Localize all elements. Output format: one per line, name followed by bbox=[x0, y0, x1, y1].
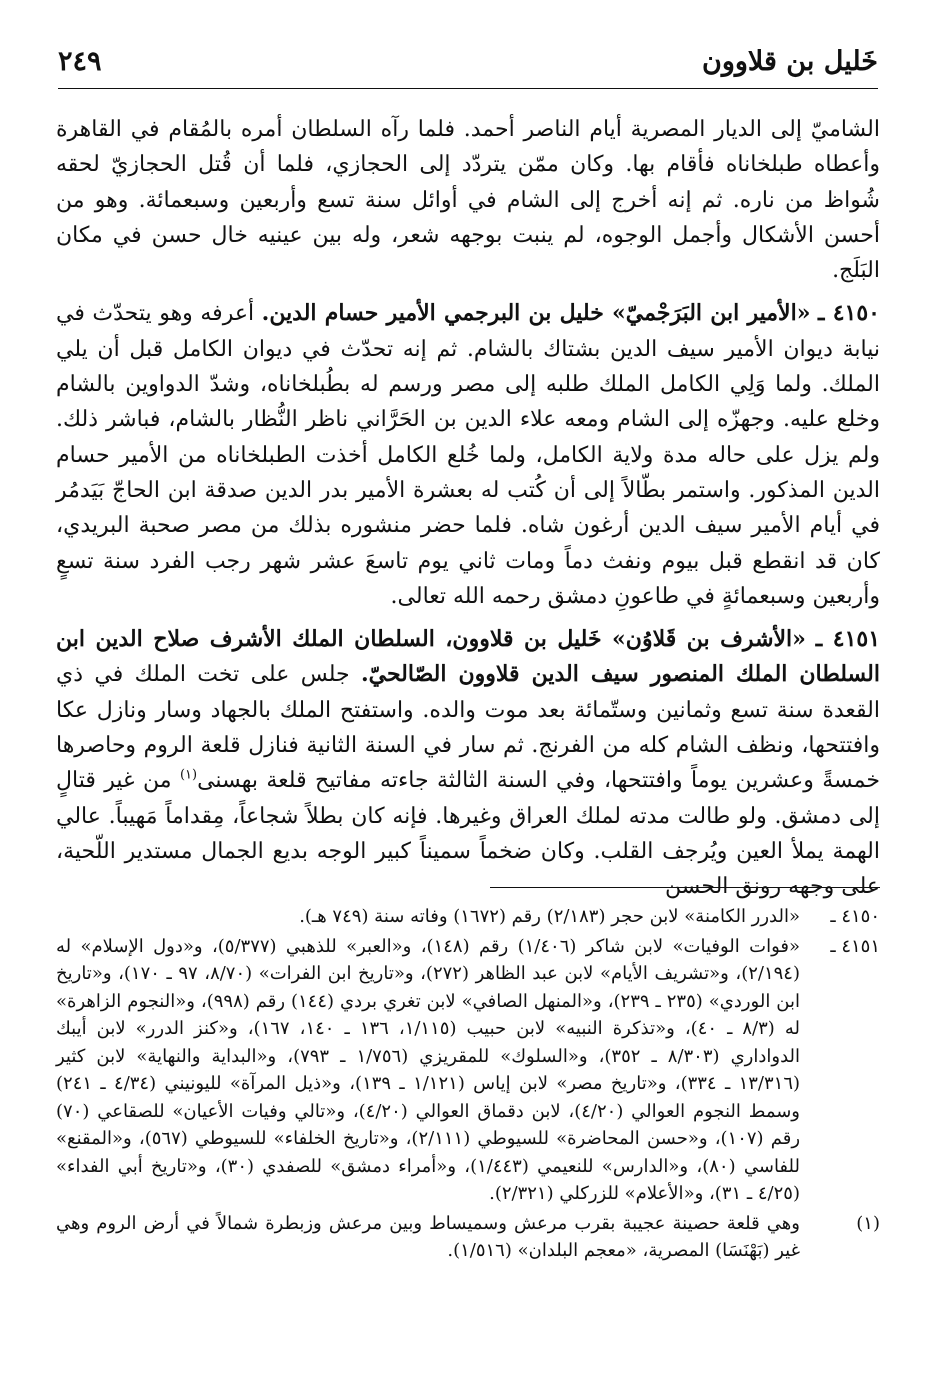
footnote-1 bbox=[56, 1210, 880, 1265]
entry-4150-text: أعرفه وهو يتحدّث في نيابة ديوان الأمير سيف الدين بشتاك بالشام. ثم إنه تحدّث في ديوان الكامل قبل أن يلي الملك. ولما وَلِي الكامل الملك طلبه إلى مصر ورسم له بطُبلخاناه، وشدّ الدواوين بالشام وخلع عليه. وجهزّه إلى الشام ومعه علاء الدين بن الحَرَّاني ناظر النُّظار بالشام، فباشر ذلك. ولم يزل على حاله مدة ولاية الكامل، ولما خُلع الكامل أخذت الطبلخاناه من الأمير حسام الدين المذكور. واستمر بطّالاً إلى أن كُتب له بعشرة الأمير بدر الدين صدقة ابن الحاجّ بَيَدمُر في أيام الأمير سيف الدين أرغون شاه. فلما حضر منشوره بذلك من مصر صحبة البريدي، كان قد انقطع قبل بيوم ونفث دماً ومات ثاني يوم تاسعَ عشر شهر رجب الفرد سنة تسعٍ وأربعين وسبعمائةٍ في طاعونِ دمشق رحمه الله تعالى. bbox=[56, 301, 880, 609]
running-head bbox=[58, 40, 878, 89]
entry-4151-heading: «الأشرف بن قَلاوُن» خَليل بن قلاوون، السلطان الملك الأشرف صلاح الدين ابن السلطان الملك المنصور سيف الدين قلاوون الصّالحيّ. bbox=[56, 626, 880, 688]
footnote-4151 bbox=[56, 933, 880, 1208]
footnote-reference[interactable]: (١) bbox=[179, 768, 198, 784]
entry-4151 bbox=[56, 622, 880, 904]
entry-4150-heading: «الأمير ابن البَرَجْميّ» خليل بن البرجمي الأمير حسام الدين. bbox=[261, 300, 811, 327]
footnote-text: «الدرر الكامنة» لابن حجر (٢/١٨٣) رقم (١٦٧٢) وفاته سنة (٧٤٩ هـ). bbox=[299, 906, 800, 927]
footnote-label: ٤١٥٠ ـ bbox=[830, 906, 880, 927]
footnote-4150 bbox=[56, 903, 880, 931]
footnote-label: ٤١٥١ ـ bbox=[830, 935, 880, 957]
entry-4150 bbox=[56, 296, 880, 614]
footnote-text: وهي قلعة حصينة عجيبة بقرب مرعش وسميساط وبين مرعش وزبطرة شمالاً في أرض الروم وهي غير (بَهْنَسَا) المصرية، «معجم البلدان» (١/٥١٦). bbox=[56, 1212, 800, 1261]
page-number: ٢٤٩ bbox=[58, 46, 102, 77]
entry-4151-number: ٤١٥١ ـ bbox=[815, 626, 881, 653]
entry-4151-text-part1: جلس على تخت الملك في ذي القعدة سنة تسع وثمانين وستّمائة بعد موت والده. واستفتح الملك بالجهاد وسار ونازل عكا وافتتحها، ونظف الشام كله من الفرنج. ثم سار في السنة الثانية فنازل قلعة الروم وحاصرها خمسةً وعشرين يوماً وافتتحها، وفي السنة الثالثة جاءته مفاتيح قلعة بهسنى bbox=[56, 662, 880, 794]
main-text bbox=[56, 112, 880, 905]
footnote-text: «فوات الوفيات» لابن شاكر (١/٤٠٦) رقم (١٤٨)، و«العبر» للذهبي (٥/٣٧٧)، و«دول الإسلام» له (٢/١٩٤)، و«تشريف الأيام» لابن عبد الظاهر (٢٧٢)، و«تاريخ ابن الفرات» (٨/٧٠، ٩٧ ـ ١٧٠)، و«تاريخ ابن الوردي» (٢٣٥ ـ ٢٣٩)، و«المنهل الصافي» لابن تغري بردي (١٤٤) رقم (٩٩٨)، و«النجوم الزاهرة» له (٨/٣ ـ ٤٠)، و«تذكرة النبيه» لابن حبيب (١/١١٥، ١٣٦ ـ ١٤٠، ١٦٧)، و«كنز الدرر» لابن أيبك الدواداري (٨/٣٠٣ ـ ٣٥٢)، و«السلوك» للمقريزي (١/٧٥٦ ـ ٧٩٣)، و«البداية والنهاية» لابن كثير (١٣/٣١٦ ـ ٣٣٤)، و«تاريخ مصر» لابن إياس (١/١٢١ ـ ١٣٩)، و«ذيل المرآة» لليونيني (٤/٣٤ ـ ٢٤١) وسمط النجوم العوالي (٤/٢٠)، لابن دقماق العوالي (٤/٢٠)، و«تالي وفيات الأعيان» للصقاعي (٧٠) رقم (١٠٧)، و«حسن المحاضرة» للسيوطي (٢/١١١)، و«تاريخ الخلفاء» للسيوطي (٥٦٧)، و«المقنع» للفاسي (٨٠)، و«الدارس» للنعيمي (١/٤٤٣)، و«أمراء دمشق» للصفدي (٣٠)، و«تاريخ أبي الفداء» (٤/٢٥ ـ ٣١)، و«الأعلام» للزركلي (٢/٣٢١). bbox=[56, 935, 801, 1204]
entry-4151-text-part2: من غير قتالٍ إلى دمشق. ولو طالت مدته لملك العراق وغيرها. فإنه كان بطلاً شجاعاً، مِقداماً مَهيباً. عالي الهمة يملأ العين ويُرجف القلب. وكان ضخماً سميناً كبير الوجه بديع الجمال مستدير اللّحية، على وجهه رونق الحسن bbox=[56, 768, 880, 900]
running-title: خَليل بن قلاوون bbox=[701, 46, 878, 77]
paragraph-continuation: الشاميّ إلى الديار المصرية أيام الناصر أحمد. فلما رآه السلطان أمره بالمُقام في القاهرة وأعطاه طبلخاناه فأقام بها. وكان ممّن يتردّد إلى الحجازي، فلما أن قُتل الحجازيّ لحقه شُواظ من ناره. ثم إنه أخرج إلى الشام في أوائل سنة تسع وأربعين وسبعمائة. وهو من أحسن الأشكال وأجمل الوجوه، لم ينبت بوجهه شعر، وله بين عينيه خال حسن في مكان البَلَج. bbox=[56, 117, 880, 284]
entry-4150-number: ٤١٥٠ ـ bbox=[818, 300, 880, 327]
footnote-label: (١) bbox=[856, 1212, 880, 1234]
footnote-separator bbox=[490, 887, 880, 888]
footnotes bbox=[56, 903, 880, 1267]
